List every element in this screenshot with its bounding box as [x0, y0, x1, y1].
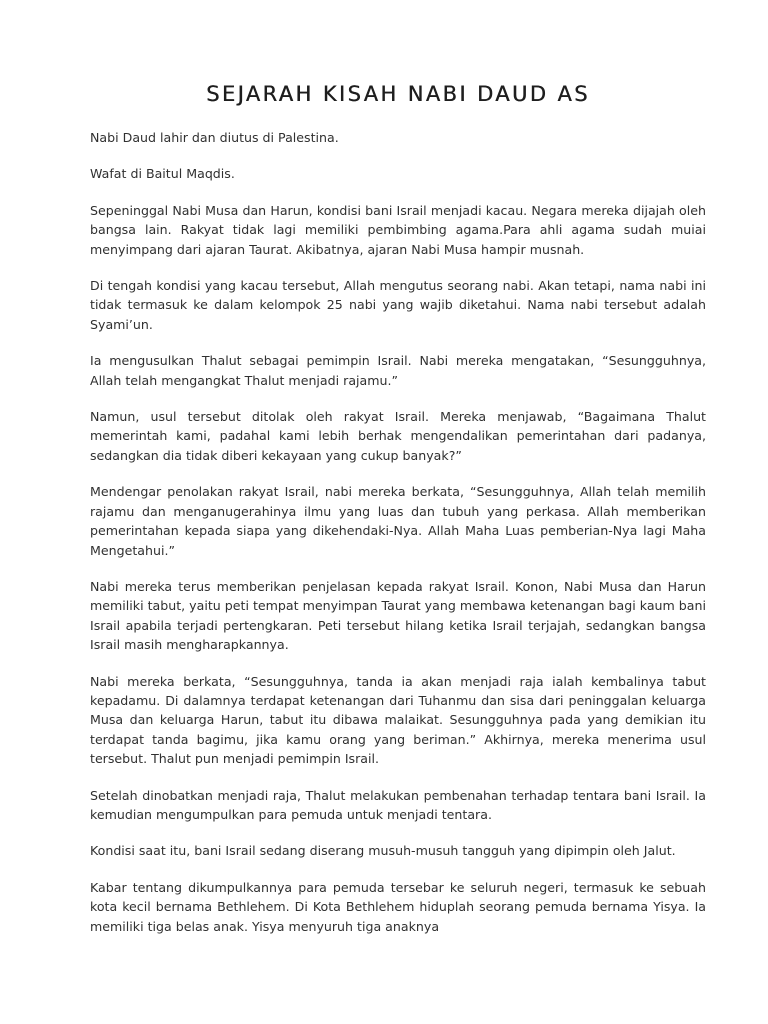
paragraph-sign: Nabi mereka berkata, “Sesungguhnya, tanda ia akan menjadi raja ialah kembalinya tabut kepadamu. Di dalamnya terdapat ketenangan dari Tuhanmu dan sisa dari peninggalan keluarga Musa dan keluarga Harun, tabut itu dibawa malaikat. Sesungguhnya pada yang demikian itu terdapat tanda bagimu, jika kamu orang yang beriman.” Akhirnya, mereka menerima usul tersebut. Thalut pun menjadi pemimpin Israil. — [90, 673, 706, 767]
paragraph-tabut: Nabi mereka terus memberikan penjelasan kepada rakyat Israil. Konon, Nabi Musa dan Harun memiliki tabut, yaitu peti tempat menyimpan Taurat yang membawa ketenangan bagi kaum bani Israil apabila terjadi pertengkaran. Peti tersebut hilang ketika Israil terjajah, sedangkan bangsa Israil masih mengharapkannya. — [90, 578, 706, 653]
paragraph-birthplace: Nabi Daud lahir dan diutus di Palestina. — [90, 130, 339, 145]
paragraph-prophet-reply: Mendengar penolakan rakyat Israil, nabi mereka berkata, “Sesungguhnya, Allah telah memilih rajamu dan menganugerahinya ilmu yang luas dan tubuh yang perkasa. Allah memberikan pemerintahan kepada siapa yang dikehendaki-Nya. Allah Maha Luas pemberian-Nya lagi Maha Mengetahui.” — [90, 484, 706, 558]
document-title: SEJARAH KISAH NABI DAUD AS — [206, 82, 590, 106]
document-body — [90, 128, 706, 936]
paragraph-israil-chaos: Sepeninggal Nabi Musa dan Harun, kondisi bani Israil menjadi kacau. Negara mereka dijajah oleh bangsa lain. Rakyat tidak lagi memiliki pembimbing agama.Para ahli agama sudah muiai menyimpang dari ajaran Taurat. Akibatnya, ajaran Nabi Musa hampir musnah. — [90, 202, 706, 257]
paragraph-bethlehem: Kabar tentang dikumpulkannya para pemuda tersebar ke seluruh negeri, termasuk ke sebuah kota kecil bernama Bethlehem. Di Kota Bethlehem hiduplah seorang pemuda bernama Yisya. Ia memiliki tiga belas anak. Yisya menyuruh tiga anaknya — [90, 879, 706, 934]
paragraph-army: Setelah dinobatkan menjadi raja, Thalut melakukan pembenahan terhadap tentara bani Israil. Ia kemudian mengumpulkan para pemuda untuk menjadi tentara. — [90, 787, 706, 822]
paragraph-jalut: Kondisi saat itu, bani Israil sedang diserang musuh-musuh tangguh yang dipimpin oleh Jalut. — [90, 843, 676, 859]
paragraph-prophet-sent: Di tengah kondisi yang kacau tersebut, Allah mengutus seorang nabi. Akan tetapi, nama nabi ini tidak termasuk ke dalam kelompok 25 nabi yang wajib diketahui. Nama nabi tersebut adalah Syami’un. — [90, 278, 706, 332]
paragraph-rejection: Namun, usul tersebut ditolak oleh rakyat Israil. Mereka menjawab, “Bagaimana Thalut memerintah kami, padahal kami lebih berhak mengendalikan pemerintahan dari padanya, sedangkan dia tidak diberi kekayaan yang cukup banyak?” — [90, 409, 706, 463]
paragraph-death: Wafat di Baitul Maqdis. — [90, 166, 235, 182]
paragraph-thalut-proposed: Ia mengusulkan Thalut sebagai pemimpin Israil. Nabi mereka mengatakan, “Sesungguhnya, Allah telah mengangkat Thalut menjadi rajamu.” — [90, 353, 706, 388]
